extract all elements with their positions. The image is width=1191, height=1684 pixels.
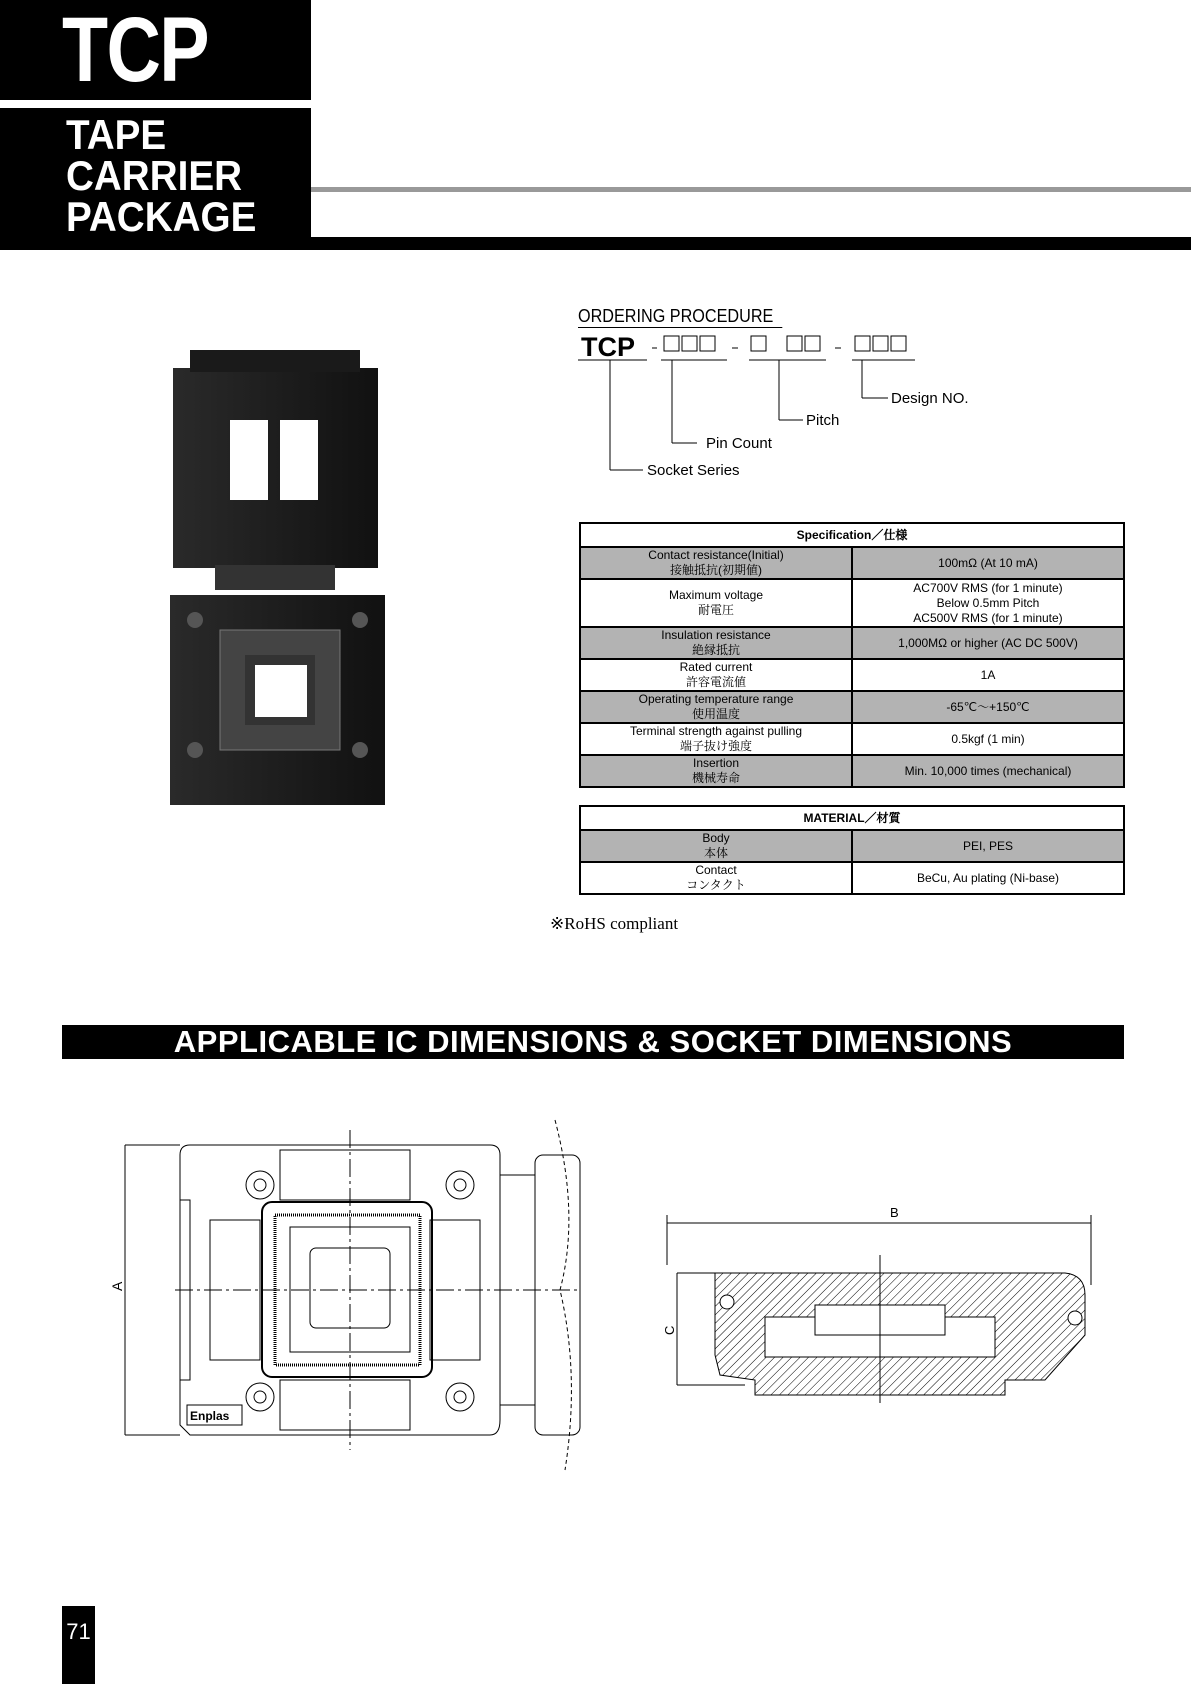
value-line: AC500V RMS (for 1 minute) xyxy=(913,610,1063,625)
property-en: Terminal strength against pulling xyxy=(629,724,803,738)
property-jp: コンタクト xyxy=(686,878,746,892)
table-row xyxy=(580,691,1124,723)
value-line: -65℃～+150℃ xyxy=(946,699,1030,714)
label-design-no: Design NO. xyxy=(891,390,969,407)
property-jp: 耐電圧 xyxy=(697,603,734,617)
property-jp: 端子抜け強度 xyxy=(679,739,752,753)
header-divider-gray xyxy=(311,187,1191,192)
value-cell xyxy=(852,579,1124,627)
value-cell xyxy=(852,627,1124,659)
product-photo xyxy=(165,350,390,810)
header-title: TCP xyxy=(62,0,208,101)
value-line: Min. 10,000 times (mechanical) xyxy=(904,763,1072,778)
table-row xyxy=(580,862,1124,894)
property-cell xyxy=(580,627,852,659)
specification-table xyxy=(579,522,1125,788)
value-cell xyxy=(852,862,1124,894)
property-en: Operating temperature range xyxy=(638,692,794,706)
value-line: 0.5kgf (1 min) xyxy=(951,731,1025,746)
property-en: Contact resistance(Initial) xyxy=(648,548,784,562)
property-cell xyxy=(580,691,852,723)
property-cell xyxy=(580,723,852,755)
property-jp: 機械寿命 xyxy=(691,771,740,785)
subtitle-line: CARRIER xyxy=(66,152,243,199)
property-cell xyxy=(580,547,852,579)
property-cell xyxy=(580,659,852,691)
section-view-drawing xyxy=(662,1195,1095,1405)
header-subtitle xyxy=(66,111,257,240)
table-row xyxy=(580,755,1124,787)
property-jp: 接触抵抗(初期値) xyxy=(670,563,762,577)
top-view-drawing xyxy=(110,1115,590,1475)
label-pitch: Pitch xyxy=(806,412,840,429)
material-header: MATERIAL／材質 xyxy=(580,806,1124,830)
property-cell xyxy=(580,830,852,862)
property-en: Insulation resistance xyxy=(661,628,771,642)
rohs-note: ※RoHS compliant xyxy=(550,914,679,933)
dim-a-label: A xyxy=(109,1281,125,1291)
property-en: Insertion xyxy=(692,756,740,770)
value-line: PEI, PES xyxy=(962,838,1014,853)
value-line: 1A xyxy=(980,667,996,682)
property-en: Maximum voltage xyxy=(668,588,764,602)
property-en: Rated current xyxy=(679,660,753,674)
property-cell xyxy=(580,579,852,627)
header-divider-black xyxy=(311,237,1191,250)
property-jp: 使用温度 xyxy=(691,707,740,721)
label-pin-count: Pin Count xyxy=(706,435,772,452)
subtitle-line: TAPE xyxy=(66,111,167,158)
material-table xyxy=(579,805,1125,895)
section-title: APPLICABLE IC DIMENSIONS & SOCKET DIMENSIONS xyxy=(62,1025,1124,1059)
table-row xyxy=(580,627,1124,659)
page-number: 71 xyxy=(62,1606,95,1684)
value-cell xyxy=(852,547,1124,579)
value-cell xyxy=(852,659,1124,691)
value-cell xyxy=(852,691,1124,723)
value-cell xyxy=(852,755,1124,787)
value-line: AC700V RMS (for 1 minute) xyxy=(913,580,1063,595)
property-en: Contact xyxy=(695,863,737,877)
spec-header: Specification／仕様 xyxy=(580,523,1124,547)
table-row xyxy=(580,659,1124,691)
property-jp: 許容電流値 xyxy=(685,675,746,689)
dim-c-label: C xyxy=(662,1325,677,1335)
value-line: Below 0.5mm Pitch xyxy=(936,595,1040,610)
table-row xyxy=(580,579,1124,627)
ordering-diagram xyxy=(575,328,995,483)
value-cell xyxy=(852,830,1124,862)
value-line: BeCu, Au plating (Ni-base) xyxy=(916,870,1060,885)
value-cell xyxy=(852,723,1124,755)
property-cell xyxy=(580,862,852,894)
subtitle-line: PACKAGE xyxy=(66,193,257,240)
table-row xyxy=(580,723,1124,755)
property-cell xyxy=(580,755,852,787)
dim-b-label: B xyxy=(890,1205,899,1220)
logo-text: Enplas xyxy=(190,1409,230,1423)
ordering-title: ORDERING PROCEDURE xyxy=(578,305,782,328)
label-socket-series: Socket Series xyxy=(647,462,740,479)
property-en: Body xyxy=(702,831,730,845)
table-row xyxy=(580,547,1124,579)
table-row xyxy=(580,830,1124,862)
property-jp: 絶縁抵抗 xyxy=(691,643,740,657)
value-line: 100mΩ (At 10 mA) xyxy=(938,555,1038,570)
ordering-code: TCP xyxy=(581,332,635,362)
property-jp: 本体 xyxy=(703,846,728,860)
value-line: 1,000MΩ or higher (AC DC 500V) xyxy=(898,635,1078,650)
